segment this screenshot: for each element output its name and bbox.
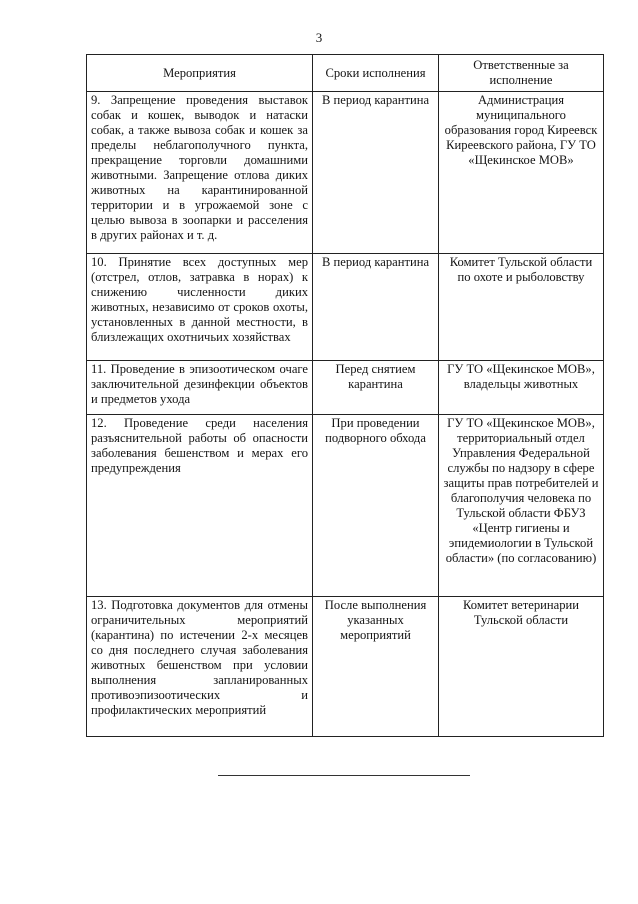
table-row — [87, 415, 604, 597]
header-responsible: Ответственные за исполнение — [439, 55, 604, 92]
table-header-row — [87, 55, 604, 92]
responsible-cell: Администрация муниципального образования город Киреевск Киреевского района, ГУ ТО «Щекинское МОВ» — [439, 92, 604, 254]
table-row — [87, 92, 604, 254]
responsible-cell: Комитет ветеринарии Тульской области — [439, 597, 604, 737]
header-event: Мероприятия — [87, 55, 313, 92]
responsible-cell: ГУ ТО «Щекинское МОВ», территориальный отдел Управления Федеральной службы по надзору в сфере защиты прав потребителей и благополучия человека по Тульской области ФБУЗ «Центр гигиены и эпидемиологии в Тульской области» (по согласованию) — [439, 415, 604, 597]
event-cell: 12. Проведение среди населения разъяснительной работы об опасности заболевания бешенством и мерах его предупреждения — [87, 415, 313, 597]
header-term: Сроки исполнения — [313, 55, 439, 92]
event-cell: 9. Запрещение проведения выставок собак и кошек, выводок и натаски собак, а также вывоза собак и кошек за пределы неблагополучного пункта, прекращение торговли домашними животными. Запрещение отлова диких животных на карантинированной территории и в угрожаемой зоне с целью вывоза в зоопарки и расселения в других районах и т. д. — [87, 92, 313, 254]
term-cell: В период карантина — [313, 92, 439, 254]
term-cell: При проведении подворного обхода — [313, 415, 439, 597]
event-cell: 10. Принятие всех доступных мер (отстрел, отлов, затравка в норах) к снижению численности диких животных, независимо от сроков охоты, установленных в данной местности, в близлежащих охотничьих хозяйствах — [87, 254, 313, 361]
event-cell: 13. Подготовка документов для отмены ограничительных мероприятий (карантина) по истечении 2-х месяцев со дня последнего случая заболевания животных бешенством при условии выполнения запланированных противоэпизоотических и профилактических мероприятий — [87, 597, 313, 737]
term-cell: После выполнения указанных мероприятий — [313, 597, 439, 737]
table-row — [87, 254, 604, 361]
footer-divider — [218, 775, 470, 776]
responsible-cell: Комитет Тульской области по охоте и рыболовству — [439, 254, 604, 361]
term-cell: В период карантина — [313, 254, 439, 361]
measures-table — [86, 54, 604, 737]
table-row — [87, 361, 604, 415]
responsible-cell: ГУ ТО «Щекинское МОВ», владельцы животных — [439, 361, 604, 415]
page-number: 3 — [315, 30, 323, 45]
table-row — [87, 597, 604, 737]
term-cell: Перед снятием карантина — [313, 361, 439, 415]
event-cell: 11. Проведение в эпизоотическом очаге заключительной дезинфекции объектов и предметов ухода — [87, 361, 313, 415]
